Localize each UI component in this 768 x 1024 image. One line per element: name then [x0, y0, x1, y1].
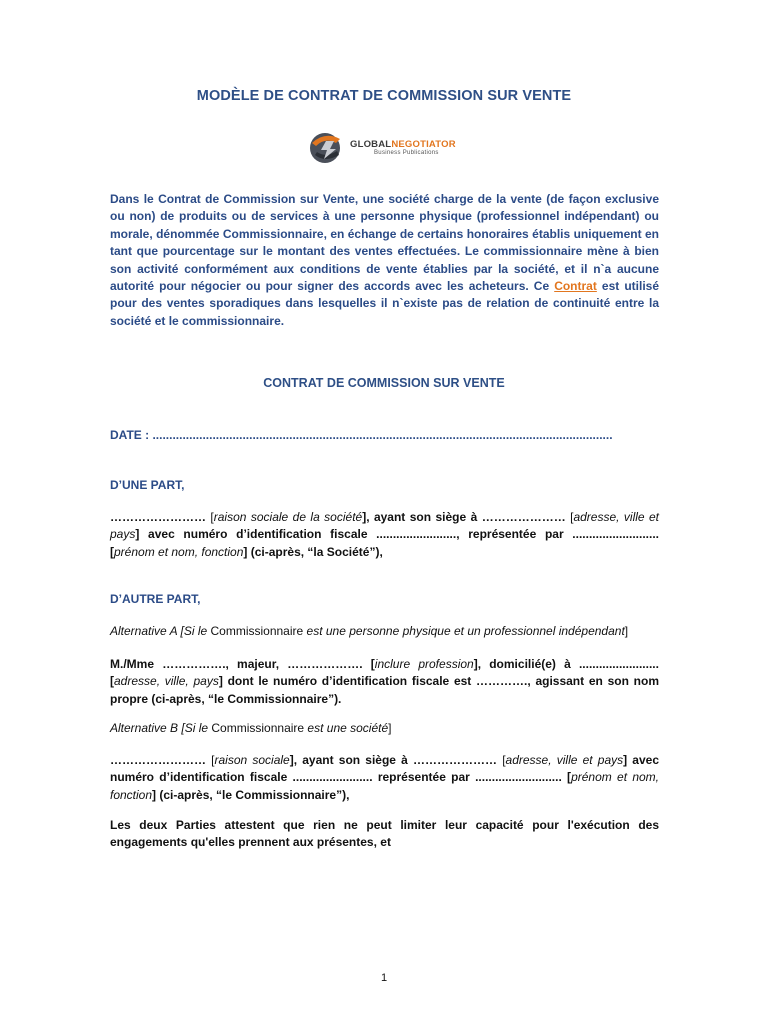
person-paragraph: M./Mme ……………., majeur, ………………. [inclure profession], domicilié(e) à ........................ [adresse, ville, pays] dont le numéro d’identification fiscale est …………., agissant en son nom propre (ci-après, “le Commissionnaire”).	[110, 657, 659, 706]
logo-wordmark: GLOBALNEGOTIATOR	[350, 138, 456, 150]
company-paragraph: …………………… [raison sociale], ayant son siège à ………………… [adresse, ville et pays] avec numéro d’identification fiscale ........................ représentée par .......................... [prénom et nom, fonction] (ci-après, “le Commissionnaire”),	[110, 753, 659, 802]
date-field: DATE : ..........................................................................................................................................	[110, 428, 613, 442]
page-number: 1	[380, 972, 388, 984]
logo-tagline: Business Publications	[374, 150, 439, 157]
alternative-b-line: Alternative B [Si le Commissionnaire est une société]	[110, 721, 392, 735]
global-negotiator-logo	[306, 128, 466, 168]
contrat-link[interactable]: Contrat	[554, 279, 597, 294]
part2-heading: D’AUTRE PART,	[110, 592, 201, 606]
part1-heading: D’UNE PART,	[110, 478, 185, 492]
document-title: MODÈLE DE CONTRAT DE COMMISSION SUR VENTE	[196, 88, 572, 104]
contract-subtitle: CONTRAT DE COMMISSION SUR VENTE	[263, 376, 505, 390]
part1-paragraph: …………………… [raison sociale de la société], ayant son siège à ………………… [adresse, ville et pays] avec numéro d’identification fiscale ........................, représentée par .......................... [prénom et nom, fonction] (ci-après, “la Société”),	[110, 510, 660, 559]
closing-paragraph: Les deux Parties attestent que rien ne peut limiter leur capacité pour l'exécution des engagements qu'elles prennent aux présentes, et	[110, 818, 659, 850]
intro-paragraph: Dans le Contrat de Commission sur Vente, une société charge de la vente (de façon exclusive ou non) de produits ou de services à une personne physique (professionnel indépendant) ou morale, dénommée Commissionnaire, en échange de certains honoraires établis uniquement en tant que pourcentage sur le montant des ventes effectuées. Le commissionnaire mène à bien son activité conformément aux conditions de vente établies par la société, et il n`a aucune autorité pour négocier ou pour signer des accords avec les acheteurs. Ce Contrat est utilisé pour des ventes sporadiques dans lesquelles il n`existe pas de relation de continuité entre la société et le commissionnaire.	[110, 192, 659, 328]
globe-logo-icon	[306, 129, 346, 167]
alternative-a-line: Alternative A [Si le Commissionnaire est une personne physique et un professionnel indépendant]	[110, 624, 629, 638]
